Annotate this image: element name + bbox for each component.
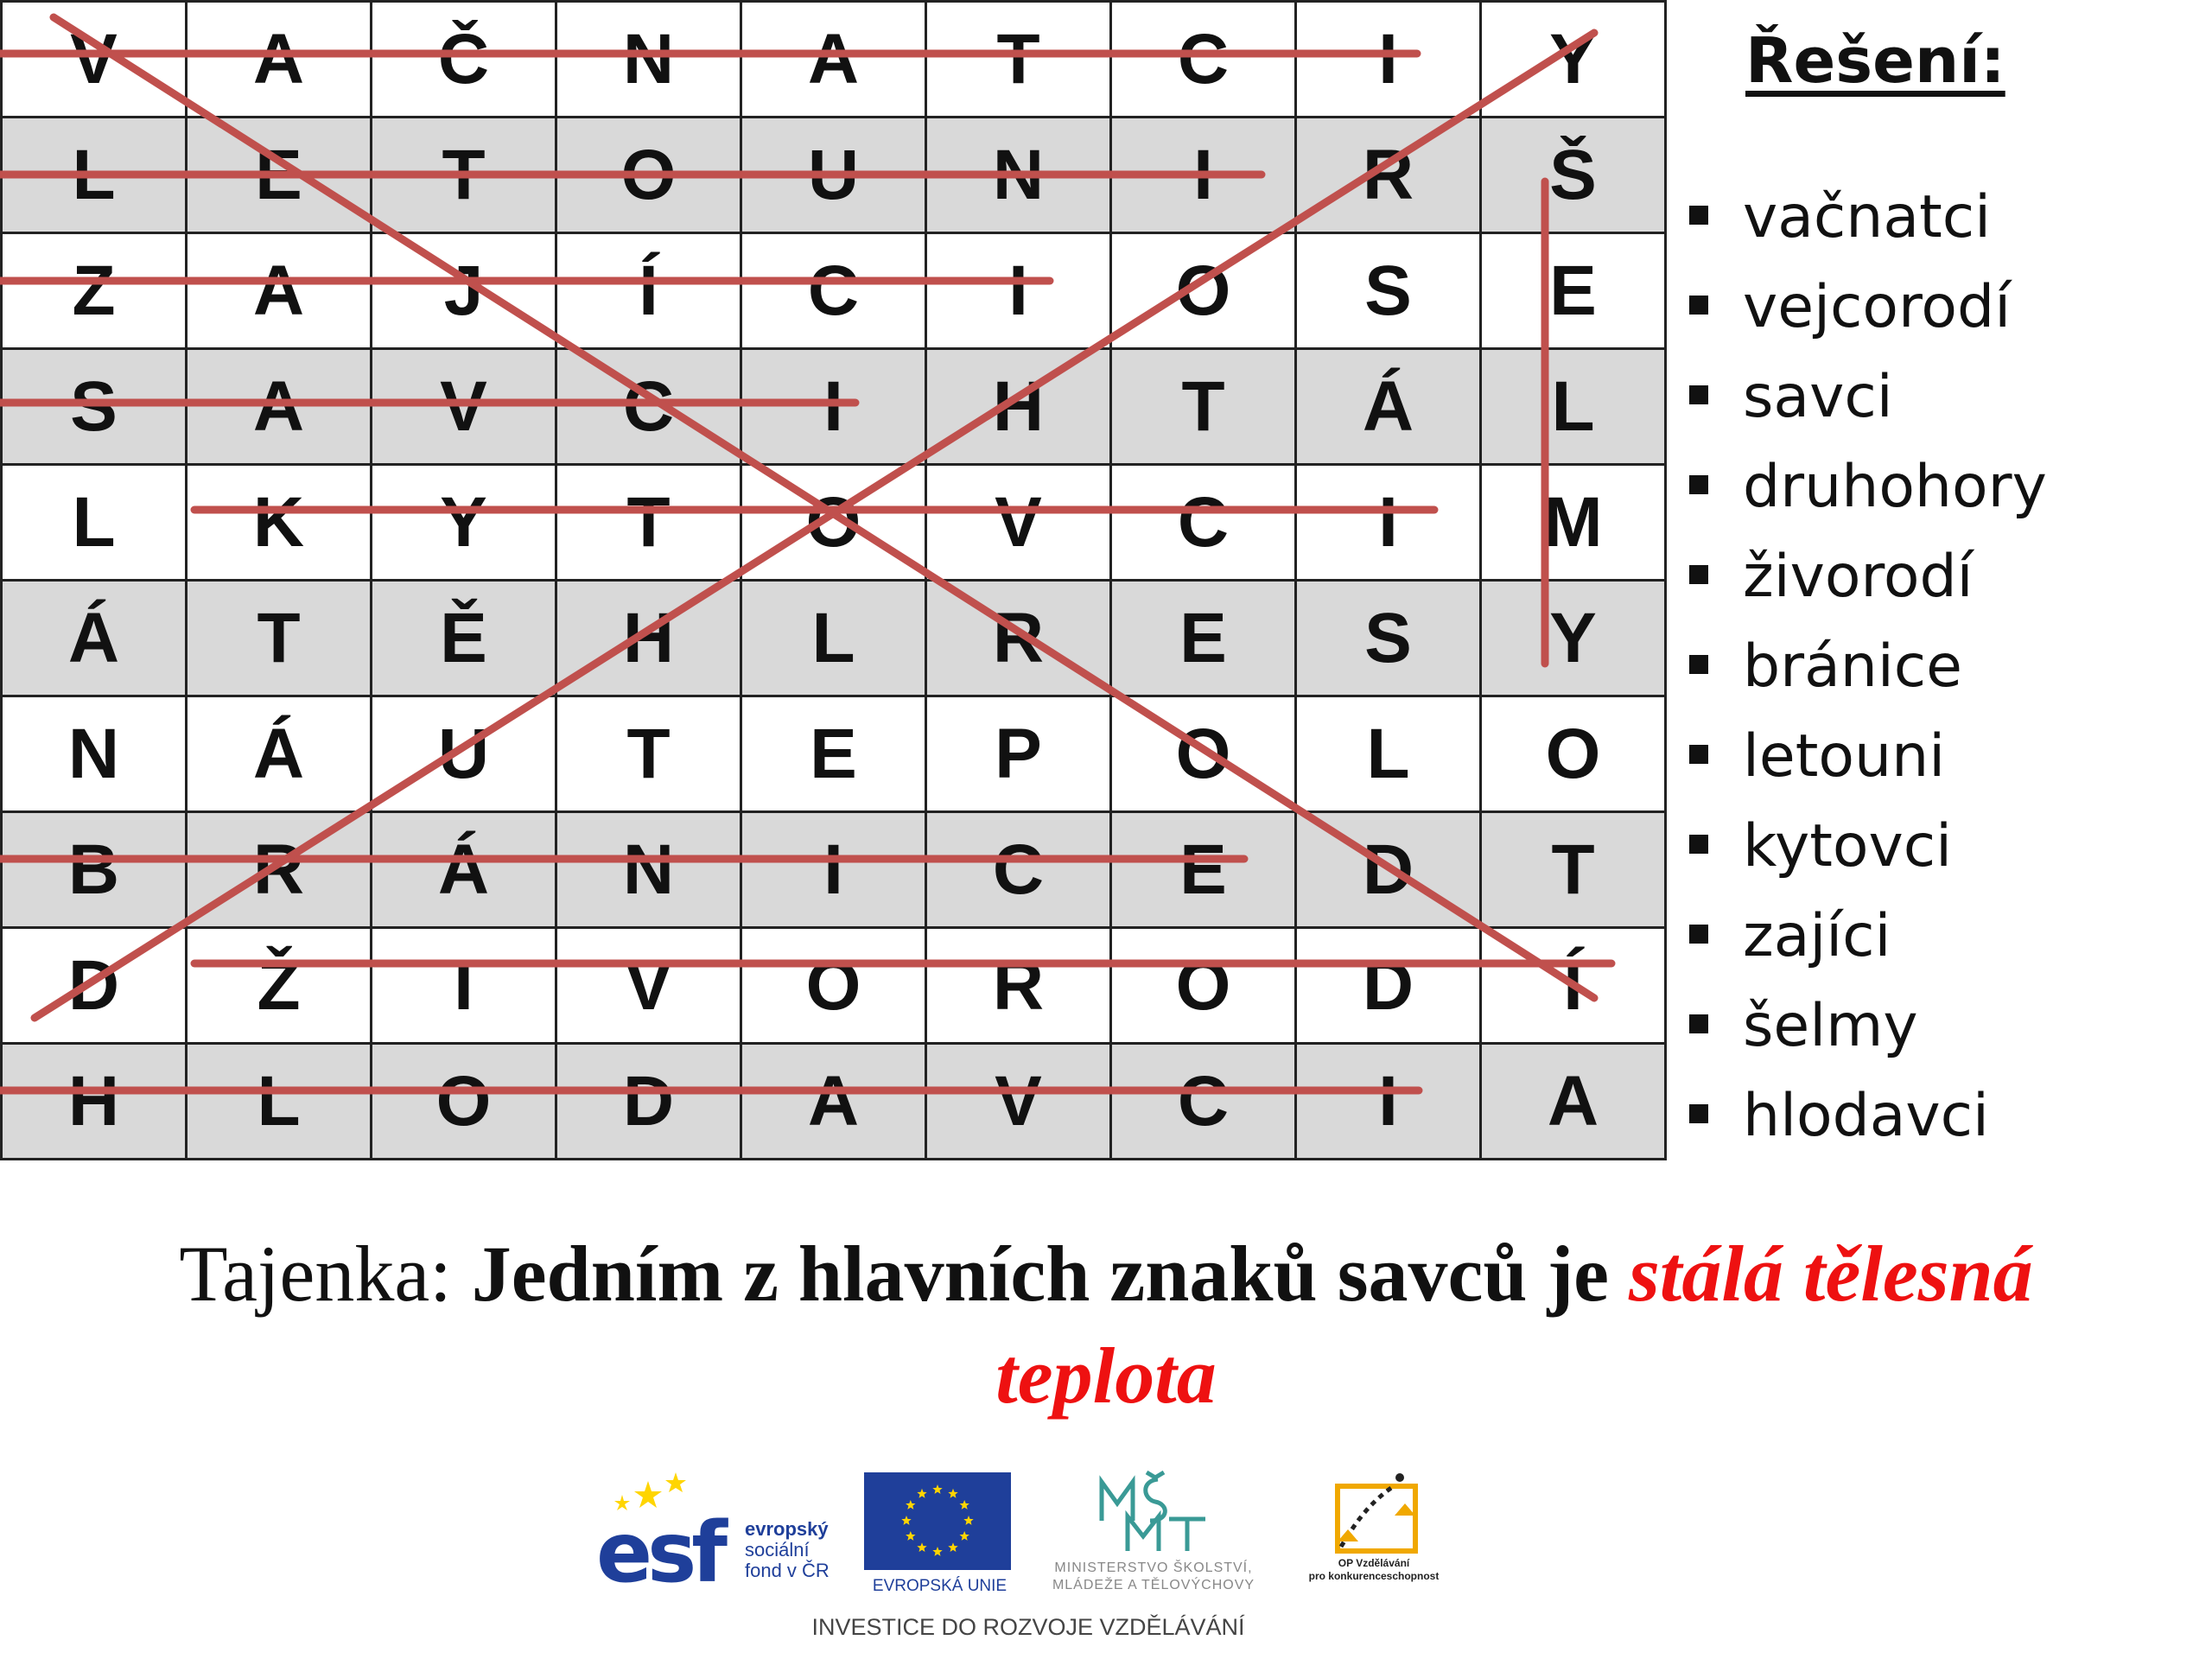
grid-cell: K	[187, 465, 372, 581]
solution-list-item	[1689, 812, 2047, 902]
square-bullet-icon	[1689, 1104, 1708, 1123]
grid-row	[2, 928, 1666, 1044]
solution-word: kytovci	[1743, 812, 1952, 880]
solution-list-item	[1689, 992, 2047, 1082]
grid-cell: E	[1481, 233, 1666, 349]
solution-list-item	[1689, 363, 2047, 453]
grid-cell: C	[1111, 1044, 1296, 1160]
grid-cell: Á	[1296, 349, 1481, 465]
eu-star-icon	[960, 1531, 969, 1541]
msmt-logo	[1028, 1469, 1279, 1599]
grid-cell: D	[1296, 812, 1481, 928]
investice-caption: INVESTICE DO ROZVOJE VZDĚLÁVÁNÍ	[811, 1614, 1245, 1640]
grid-cell: C	[1111, 2, 1296, 118]
eu-star-icon	[917, 1489, 926, 1498]
grid-cell: L	[187, 1044, 372, 1160]
esf-caption-line2: sociální	[745, 1539, 810, 1560]
grid-cell: V	[926, 465, 1111, 581]
grid-cell: I	[926, 233, 1111, 349]
tajenka-answer-part1: stálá tělesná	[1628, 1230, 2033, 1318]
grid-row	[2, 349, 1666, 465]
solution-list-item	[1689, 722, 2047, 812]
solution-list-item	[1689, 632, 2047, 722]
grid-cell: Č	[372, 2, 556, 118]
grid-cell: L	[2, 118, 187, 233]
grid-cell: U	[372, 696, 556, 812]
grid-cell: N	[926, 118, 1111, 233]
esf-caption-line3: fond v ČR	[745, 1560, 830, 1581]
grid-cell: S	[2, 349, 187, 465]
grid-cell: V	[2, 2, 187, 118]
eu-flag-icon	[864, 1472, 1011, 1570]
grid-cell: V	[926, 1044, 1111, 1160]
solution-list-item	[1689, 273, 2047, 363]
eu-star-icon	[948, 1542, 957, 1552]
grid-cell: S	[1296, 581, 1481, 696]
grid-cell: Y	[372, 465, 556, 581]
esf-caption-line1: evropský	[745, 1518, 829, 1540]
grid-cell: L	[741, 581, 926, 696]
grid-row	[2, 2, 1666, 118]
grid-cell: R	[926, 581, 1111, 696]
grid-cell: I	[741, 349, 926, 465]
grid-cell: I	[372, 928, 556, 1044]
grid-cell: T	[187, 581, 372, 696]
grid-cell: R	[926, 928, 1111, 1044]
grid-cell: A	[187, 2, 372, 118]
solution-word: zajíci	[1743, 902, 1891, 970]
grid-cell: Á	[187, 696, 372, 812]
grid-cell: O	[1111, 928, 1296, 1044]
grid-cell: Í	[556, 233, 741, 349]
grid-cell: O	[1481, 696, 1666, 812]
grid-cell: D	[1296, 928, 1481, 1044]
square-bullet-icon	[1689, 745, 1708, 764]
grid-cell: V	[372, 349, 556, 465]
grid-cell: O	[1111, 233, 1296, 349]
solution-word: vejcorodí	[1743, 273, 2012, 341]
grid-cell: O	[372, 1044, 556, 1160]
eu-star-icon	[932, 1484, 942, 1494]
grid-cell: A	[187, 233, 372, 349]
eu-star-icon	[906, 1531, 915, 1541]
tajenka-sentence	[52, 1223, 2160, 1427]
grid-row	[2, 581, 1666, 696]
grid-cell: Š	[1481, 118, 1666, 233]
grid-cell: D	[2, 928, 187, 1044]
grid-cell: I	[1296, 1044, 1481, 1160]
solution-word: letouni	[1743, 722, 1946, 791]
esf-caption	[745, 1519, 830, 1581]
grid-cell: I	[741, 812, 926, 928]
grid-row	[2, 696, 1666, 812]
grid-cell: A	[187, 349, 372, 465]
solution-word: živorodí	[1743, 543, 1974, 611]
eu-caption: EVROPSKÁ UNIE	[872, 1577, 1007, 1595]
msmt-caption	[1028, 1560, 1279, 1594]
grid-cell: V	[556, 928, 741, 1044]
grid-cell: T	[1111, 349, 1296, 465]
grid-cell: Y	[1481, 581, 1666, 696]
solution-list-item	[1689, 902, 2047, 992]
op-logo	[1287, 1469, 1460, 1599]
square-bullet-icon	[1689, 1014, 1708, 1033]
grid-cell: T	[372, 118, 556, 233]
grid-cell: I	[1296, 2, 1481, 118]
grid-cell: N	[2, 696, 187, 812]
grid-cell: U	[741, 118, 926, 233]
eu-star-icon	[906, 1500, 915, 1510]
solution-list-item	[1689, 543, 2047, 632]
msmt-caption-line2: MLÁDEŽE A TĚLOVÝCHOVY	[1052, 1578, 1255, 1592]
msmt-mark-icon	[1093, 1469, 1214, 1555]
solution-list-item	[1689, 183, 2047, 273]
grid-row	[2, 1044, 1666, 1160]
op-caption	[1287, 1557, 1460, 1583]
grid-cell: A	[741, 1044, 926, 1160]
square-bullet-icon	[1689, 565, 1708, 584]
solution-word: druhohory	[1743, 453, 2047, 521]
grid-cell: H	[926, 349, 1111, 465]
esf-logo	[596, 1469, 847, 1599]
grid-cell: O	[741, 928, 926, 1044]
grid-cell: M	[1481, 465, 1666, 581]
eu-logo	[864, 1469, 1015, 1599]
grid-cell: C	[556, 349, 741, 465]
grid-cell: C	[926, 812, 1111, 928]
grid-cell: R	[187, 812, 372, 928]
solution-heading: Řešení:	[1745, 24, 2005, 97]
grid-row	[2, 812, 1666, 928]
grid-cell: H	[556, 581, 741, 696]
grid-cell: J	[372, 233, 556, 349]
eu-star-icon	[963, 1516, 973, 1525]
eu-star-icon	[948, 1489, 957, 1498]
grid-cell: H	[2, 1044, 187, 1160]
sponsor-logos	[596, 1469, 1460, 1642]
eu-star-icon	[960, 1500, 969, 1510]
op-mark-icon	[1331, 1469, 1426, 1555]
grid-cell: B	[2, 812, 187, 928]
grid-cell: Z	[2, 233, 187, 349]
grid-cell: L	[2, 465, 187, 581]
esf-mark-icon	[596, 1469, 734, 1590]
grid-cell: E	[1111, 812, 1296, 928]
solution-word: savci	[1743, 363, 1893, 431]
grid-cell: T	[556, 696, 741, 812]
grid-cell: O	[556, 118, 741, 233]
grid-cell: Ž	[187, 928, 372, 1044]
solution-word: hlodavci	[1743, 1082, 1989, 1150]
eu-star-icon	[901, 1516, 911, 1525]
eu-star-icon	[917, 1542, 926, 1552]
grid-cell: E	[741, 696, 926, 812]
grid-cell: Á	[2, 581, 187, 696]
grid-cell: R	[1296, 118, 1481, 233]
word-search-grid-body	[2, 2, 1666, 1160]
grid-cell: T	[556, 465, 741, 581]
grid-cell: N	[556, 812, 741, 928]
tajenka-answer-part2: teplota	[995, 1332, 1217, 1420]
grid-cell: T	[926, 2, 1111, 118]
square-bullet-icon	[1689, 296, 1708, 315]
grid-cell: L	[1296, 696, 1481, 812]
op-caption-line1: OP Vzdělávání	[1338, 1557, 1410, 1569]
square-bullet-icon	[1689, 385, 1708, 404]
grid-cell: A	[741, 2, 926, 118]
tajenka-label: Tajenka:	[179, 1230, 472, 1318]
grid-cell: N	[556, 2, 741, 118]
square-bullet-icon	[1689, 655, 1708, 674]
grid-cell: A	[1481, 1044, 1666, 1160]
solution-word: šelmy	[1743, 992, 1918, 1060]
solution-list-item	[1689, 1082, 2047, 1172]
grid-cell: E	[1111, 581, 1296, 696]
op-caption-line2: pro konkurenceschopnost	[1308, 1570, 1440, 1582]
grid-cell: O	[1111, 696, 1296, 812]
solution-word: bránice	[1743, 632, 1963, 701]
solution-list	[1689, 183, 2047, 1172]
grid-cell: C	[741, 233, 926, 349]
grid-cell: C	[1111, 465, 1296, 581]
grid-cell: I	[1296, 465, 1481, 581]
grid-cell: D	[556, 1044, 741, 1160]
grid-cell: Á	[372, 812, 556, 928]
eu-star-icon	[932, 1547, 942, 1556]
msmt-caption-line1: MINISTERSTVO ŠKOLSTVÍ,	[1054, 1560, 1253, 1575]
grid-cell: I	[1111, 118, 1296, 233]
grid-row	[2, 118, 1666, 233]
grid-cell: E	[187, 118, 372, 233]
square-bullet-icon	[1689, 475, 1708, 494]
solution-list-item	[1689, 453, 2047, 543]
solution-word: vačnatci	[1743, 183, 1992, 251]
grid-cell: O	[741, 465, 926, 581]
square-bullet-icon	[1689, 206, 1708, 225]
grid-cell: T	[1481, 812, 1666, 928]
esf-mark-text: esf	[596, 1504, 723, 1590]
grid-row	[2, 465, 1666, 581]
tajenka-text: Jedním z hlavních znaků savců je	[471, 1230, 1629, 1318]
square-bullet-icon	[1689, 835, 1708, 854]
grid-cell: S	[1296, 233, 1481, 349]
grid-cell: L	[1481, 349, 1666, 465]
square-bullet-icon	[1689, 925, 1708, 944]
grid-row	[2, 233, 1666, 349]
grid-cell: P	[926, 696, 1111, 812]
grid-cell: Í	[1481, 928, 1666, 1044]
grid-cell: Ě	[372, 581, 556, 696]
grid-cell: Y	[1481, 2, 1666, 118]
